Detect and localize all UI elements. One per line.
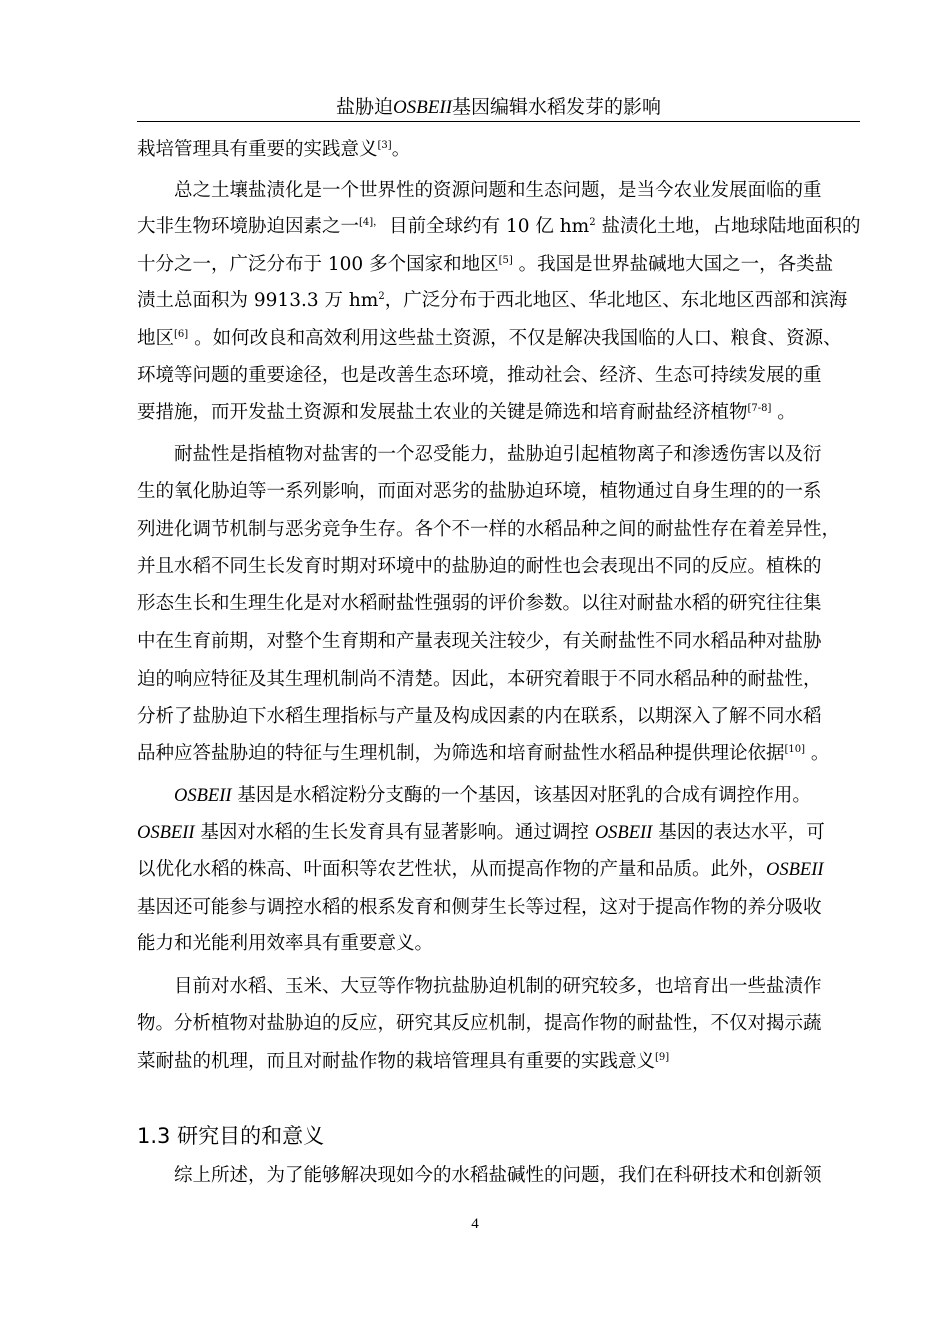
text-run: 迫的响应特征及其生理机制尚不清楚。因此，本研究着眼于不同水稻品种的耐盐性，	[137, 669, 822, 690]
citation-ref: [10]	[784, 744, 806, 755]
citation-ref: 2	[589, 217, 596, 228]
text-run: 形态生长和生理生化是对水稻耐盐性强弱的评价参数。以往对耐盐水稻的研究往往集	[137, 593, 822, 614]
text-run: 以优化水稻的株高、叶面积等农艺性状，从而提高作物的产量和品质。此外，	[137, 859, 767, 880]
text-line	[137, 327, 842, 351]
text-run: 并且水稻不同生长发育时期对环境中的盐胁迫的耐性也会表现出不同的反应。植株的	[137, 556, 822, 577]
text-line	[137, 932, 433, 956]
text-run: 。如何改良和高效利用这些盐土资源，不仅是解决我国临的人口、粮食、资源、	[188, 328, 842, 349]
page-header	[137, 94, 860, 120]
text-line	[137, 364, 822, 388]
text-run: 物。分析植物对盐胁迫的反应，研究其反应机制，提高作物的耐盐性，不仅对揭示蔬	[137, 1013, 822, 1034]
page-number: 4	[471, 1216, 479, 1232]
text-line	[137, 215, 860, 239]
text-run: 渍土总面积为 9913.3 万 hm	[137, 290, 379, 311]
text-line	[137, 289, 847, 313]
text-run: 大非生物环境胁迫因素之一	[137, 216, 360, 237]
citation-ref: [9]	[655, 1052, 670, 1063]
text-run: 综上所述，为了能够解决现如今的水稻盐碱性的问题，我们在科研技术和创新领	[174, 1165, 822, 1186]
text-run: 。	[391, 139, 411, 160]
citation-ref: [6]	[174, 329, 189, 340]
text-run: 环境等问题的重要途径，也是改善生态环境，推动社会、经济、生态可持续发展的重	[137, 365, 822, 386]
text-line	[137, 138, 410, 162]
text-run: 。	[771, 402, 796, 423]
text-line	[137, 1050, 669, 1074]
citation-ref: [4]，	[359, 217, 384, 228]
text-run: 分析了盐胁迫下水稻生理指标与产量及构成因素的内在联系，以期深入了解不同水稻	[137, 706, 822, 727]
text-line	[137, 518, 840, 542]
citation-ref: 2	[378, 291, 385, 302]
text-run: 栽培管理具有重要的实践意义	[137, 139, 378, 160]
text-run: 总之土壤盐渍化是一个世界性的资源问题和生态问题，是当今农业发展面临的重	[174, 180, 822, 201]
text-line	[137, 1012, 822, 1036]
text-line	[137, 742, 829, 766]
text-line	[137, 896, 822, 920]
text-run: 品种应答盐胁迫的特征与生理机制，为筛选和培育耐盐性水稻品种提供理论依据	[137, 743, 785, 764]
text-line	[137, 668, 822, 692]
header-gene: OSBEII	[392, 97, 453, 118]
gene-name: OSBEII	[137, 823, 195, 843]
text-run: 目前对水稻、玉米、大豆等作物抗盐胁迫机制的研究较多，也培育出一些盐渍作	[174, 976, 822, 997]
header-rule	[137, 121, 860, 122]
text-line	[174, 784, 811, 808]
gene-name: OSBEII	[174, 786, 232, 806]
text-run: 生的氧化胁迫等一系列影响，而面对恶劣的盐胁迫环境，植物通过自身生理的的一系	[137, 481, 822, 502]
section-heading: 1.3 研究目的和意义	[137, 1124, 325, 1148]
text-line	[137, 253, 833, 277]
text-run: 。	[805, 743, 830, 764]
text-run: 菜耐盐的机理，而且对耐盐作物的栽培管理具有重要的实践意义	[137, 1051, 656, 1072]
citation-ref: [5]	[498, 255, 513, 266]
text-line	[137, 480, 822, 504]
text-run: 要措施，而开发盐土资源和发展盐土农业的关键是筛选和培育耐盐经济植物	[137, 402, 748, 423]
text-run: 十分之一，广泛分布于 100 多个国家和地区	[137, 254, 499, 275]
text-line	[137, 555, 822, 579]
text-run: 。我国是世界盐碱地大国之一，各类盐	[512, 254, 834, 275]
text-run: 基因的表达水平，可	[652, 822, 825, 843]
text-run: 能力和光能利用效率具有重要意义。	[137, 933, 434, 954]
header-suffix: 基因编辑水稻发芽的影响	[452, 96, 662, 118]
text-run: 中在生育前期，对整个生育期和产量表现关注较少，有关耐盐性不同水稻品种对盐胁	[137, 631, 822, 652]
text-line	[137, 401, 796, 425]
text-line	[137, 705, 822, 729]
gene-name: OSBEII	[766, 860, 824, 880]
text-line	[174, 1164, 822, 1188]
text-line	[137, 630, 822, 654]
text-line	[137, 821, 825, 845]
text-run: 盐渍化土地，占地球陆地面积的	[595, 216, 861, 237]
text-run: 基因是水稻淀粉分支酶的一个基因，该基因对胚乳的合成有调控作用。	[231, 785, 811, 806]
text-line	[174, 179, 822, 203]
text-run: 耐盐性是指植物对盐害的一个忍受能力，盐胁迫引起植物离子和渗透伤害以及衍	[174, 444, 822, 465]
text-line	[137, 858, 824, 882]
text-run: 基因还可能参与调控水稻的根系发育和侧芽生长等过程，这对于提高作物的养分吸收	[137, 897, 822, 918]
citation-ref: [3]	[377, 140, 392, 151]
gene-name: OSBEII	[594, 823, 653, 843]
text-line	[174, 443, 822, 467]
text-run: ，广泛分布于西北地区、华北地区、东北地区西部和滨海	[384, 290, 848, 311]
citation-ref: [7-8]	[747, 403, 772, 414]
header-prefix: 盐胁迫	[335, 96, 393, 118]
text-run: 目前全球约有 10 亿 hm	[383, 216, 590, 237]
text-line	[137, 592, 822, 616]
text-line	[174, 975, 822, 999]
text-run: 基因对水稻的生长发育具有显著影响。通过调控	[194, 822, 595, 843]
text-run: 列进化调节机制与恶劣竞争生存。各个不一样的水稻品种之间的耐盐性存在着差异性，	[137, 519, 841, 540]
text-run: 地区	[137, 328, 175, 349]
